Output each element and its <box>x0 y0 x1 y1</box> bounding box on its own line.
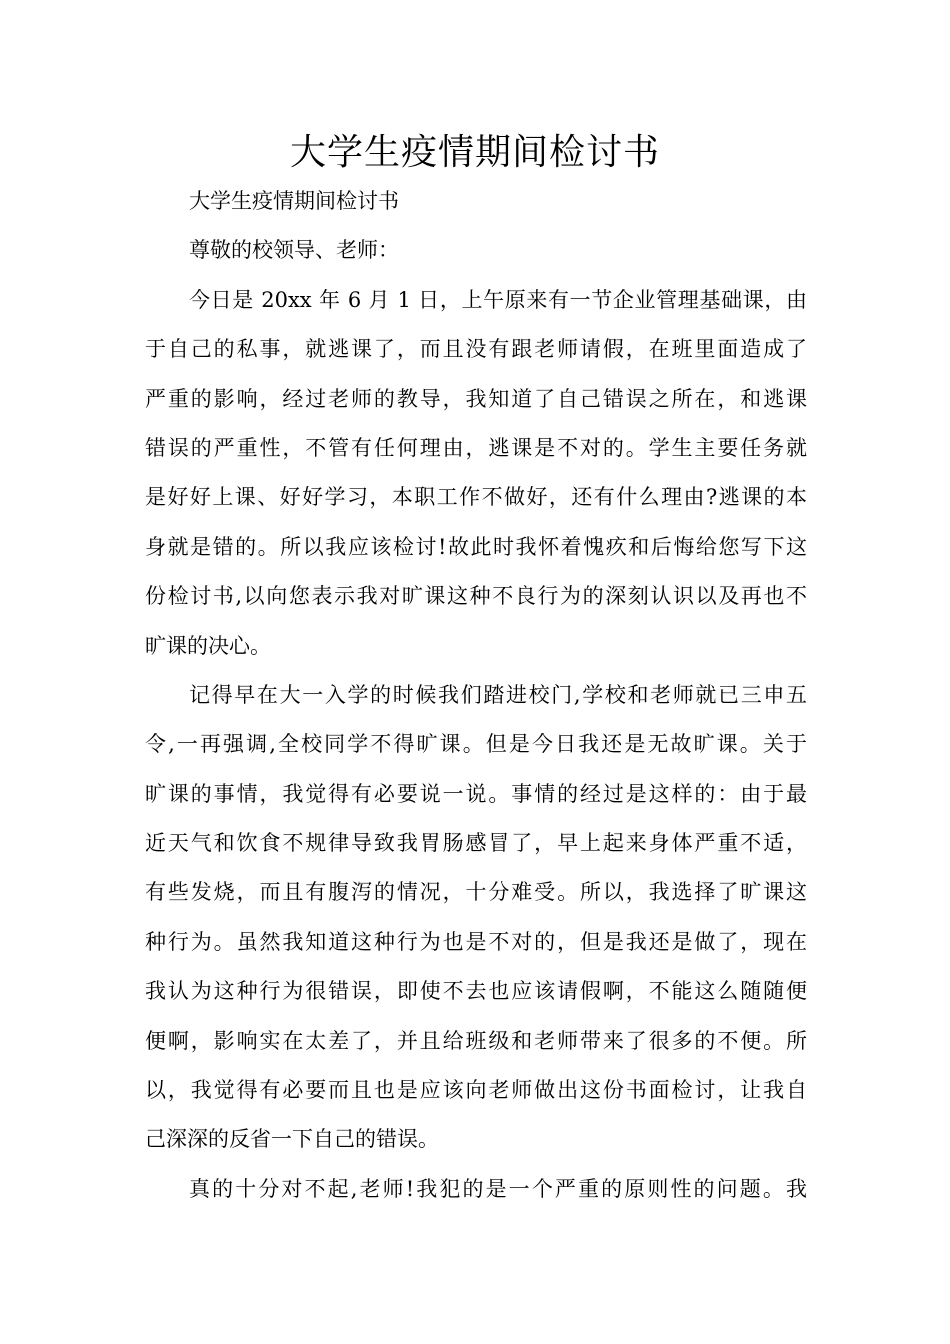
text-line: 真的十分对不起,老师!我犯的是一个严重的原则性的问题。我 <box>189 1176 807 1201</box>
text-line: 尊敬的校领导、老师： <box>189 238 399 263</box>
text-line: 令,一再强调,全校同学不得旷课。但是今日我还是无故旷课。关于 <box>145 732 807 757</box>
text-line: 以，我觉得有必要而且也是应该向老师做出这份书面检讨，让我自 <box>145 1078 807 1103</box>
text-line: 旷课的决心。 <box>145 633 271 658</box>
text-line: 于自己的私事，就逃课了，而且没有跟老师请假，在班里面造成了 <box>145 337 807 362</box>
text-line: 记得早在大一入学的时候我们踏进校门,学校和老师就已三申五 <box>189 682 807 707</box>
text-line: 大学生疫情期间检讨书 <box>189 189 399 213</box>
text-line: 是好好上课、好好学习，本职工作不做好，还有什么理由?逃课的本 <box>145 485 807 510</box>
text-line: 错误的严重性，不管有任何理由，逃课是不对的。学生主要任务就 <box>145 435 807 460</box>
text-line: 种行为。虽然我知道这种行为也是不对的，但是我还是做了，现在 <box>145 929 807 954</box>
text-line: 今日是 20xx 年 6 月 1 日，上午原来有一节企业管理基础课，由 <box>189 287 807 312</box>
document-body <box>145 177 807 1214</box>
text-line: 我认为这种行为很错误，即使不去也应该请假啊，不能这么随随便 <box>145 979 807 1004</box>
text-line: 近天气和饮食不规律导致我胃肠感冒了，早上起来身体严重不适， <box>145 831 807 856</box>
text-line: 份检讨书,以向您表示我对旷课这种不良行为的深刻认识以及再也不 <box>145 584 807 609</box>
text-line: 己深深的反省一下自己的错误。 <box>145 1127 439 1152</box>
text-line: 便啊，影响实在太差了，并且给班级和老师带来了很多的不便。所 <box>145 1028 807 1053</box>
text-line: 严重的影响，经过老师的教导，我知道了自己错误之所在，和逃课 <box>145 386 807 411</box>
page-title: 大学生疫情期间检讨书 <box>289 132 660 173</box>
text-line: 有些发烧，而且有腹泻的情况，十分难受。所以，我选择了旷课这 <box>145 880 807 905</box>
text-line: 旷课的事情，我觉得有必要说一说。事情的经过是这样的：由于最 <box>145 781 807 806</box>
text-line: 身就是错的。所以我应该检讨!故此时我怀着愧疚和后悔给您写下这 <box>145 534 807 559</box>
